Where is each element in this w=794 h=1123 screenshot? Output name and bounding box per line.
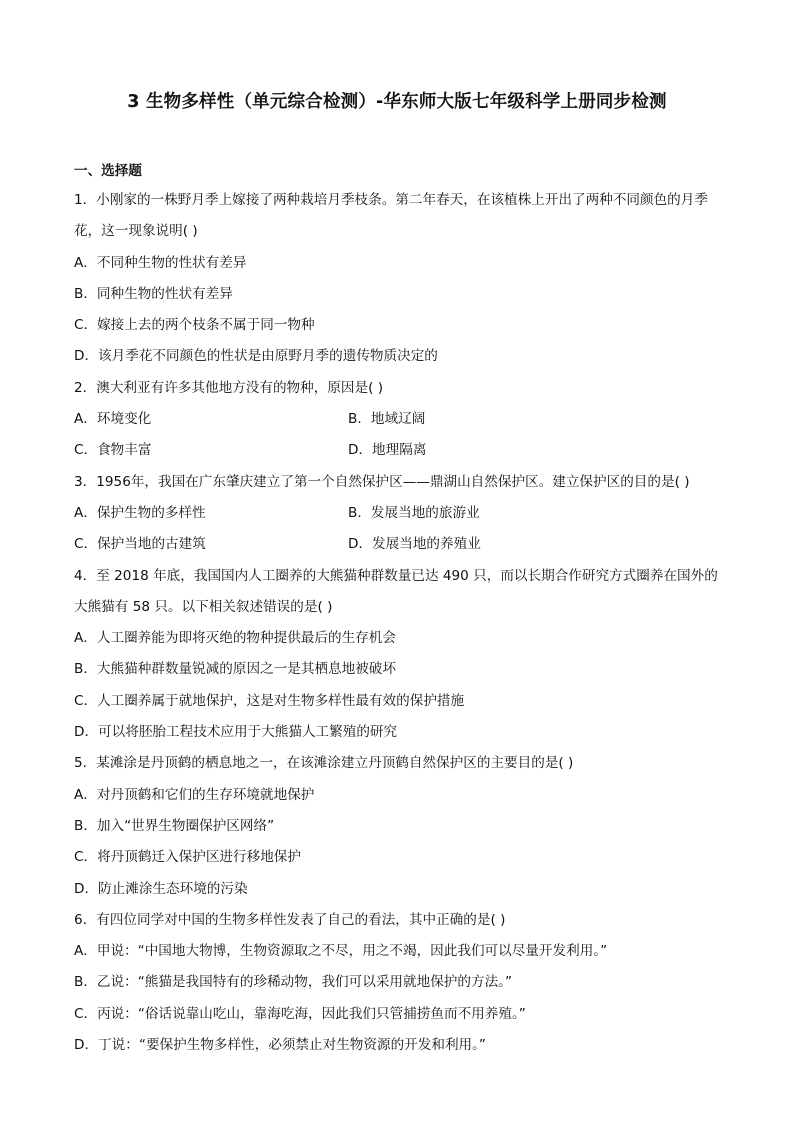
question-stem: 花，这一现象说明( )	[74, 223, 198, 240]
option-row	[74, 498, 724, 529]
question-stem: 3．1956年，我国在广东肇庆建立了第一个自然保护区——鼎湖山自然保护区。建立保护区的目的是( )	[74, 473, 690, 490]
option-c: C．将丹顶鹤迁入保护区进行移地保护	[74, 849, 301, 866]
question-stem: 5．某滩涂是丹顶鹤的栖息地之一，在该滩涂建立丹顶鹤自然保护区的主要目的是( )	[74, 755, 574, 772]
option-c: C．嫁接上去的两个枝条不属于同一物种	[74, 317, 315, 334]
option-c: C．保护当地的古建筑	[74, 536, 206, 553]
option-b: B．同种生物的性状有差异	[74, 285, 233, 302]
option-d: D．防止滩涂生态环境的污染	[74, 880, 248, 897]
option-a: A．不同种生物的性状有差异	[74, 254, 247, 271]
section-heading: 一、选择题	[74, 163, 142, 179]
option-d: D．该月季花不同颜色的性状是由原野月季的遗传物质决定的	[74, 348, 438, 365]
question-stem: 2．澳大利亚有许多其他地方没有的物种，原因是( )	[74, 379, 384, 396]
option-d: D．可以将胚胎工程技术应用于大熊猫人工繁殖的研究	[74, 724, 398, 741]
question-stem: 4．至 2018 年底，我国国内人工圈养的大熊猫种群数量已达 490 只，而以长期合作研究方式圈养在国外的	[74, 567, 718, 584]
option-b: B．地域辽阔	[348, 411, 426, 428]
question-1	[74, 185, 724, 373]
option-a: A．甲说：“中国地大物博，生物资源取之不尽，用之不竭，因此我们可以尽量开发利用。”	[74, 943, 608, 960]
option-row	[74, 529, 724, 560]
question-2	[74, 373, 724, 467]
option-a: A．对丹顶鹤和它们的生存环境就地保护	[74, 786, 315, 803]
option-a: A．环境变化	[74, 411, 152, 428]
option-b: B．加入“世界生物圈保护区网络”	[74, 817, 275, 834]
option-a: A．保护生物的多样性	[74, 504, 206, 521]
option-b: B．大熊猫种群数量锐减的原因之一是其栖息地被破坏	[74, 661, 396, 678]
question-3	[74, 467, 724, 561]
option-c: C．食物丰富	[74, 442, 152, 459]
option-row	[74, 435, 724, 466]
question-6	[74, 905, 724, 1061]
option-row	[74, 404, 724, 435]
option-b: B．发展当地的旅游业	[348, 504, 480, 521]
question-4	[74, 561, 724, 749]
option-c: C．丙说：“俗话说靠山吃山，靠海吃海，因此我们只管捕捞鱼而不用养殖。”	[74, 1005, 526, 1022]
option-d: D．地理隔离	[348, 442, 427, 459]
document-title: 3 生物多样性（单元综合检测）-华东师大版七年级科学上册同步检测	[127, 92, 667, 112]
question-5	[74, 748, 724, 904]
option-d: D．发展当地的养殖业	[348, 536, 481, 553]
question-stem: 1．小刚家的一株野月季上嫁接了两种栽培月季枝条。第二年春天，在该植株上开出了两种不同颜色的月季	[74, 192, 708, 208]
question-stem: 大熊猫有 58 只。以下相关叙述错误的是( )	[74, 598, 333, 615]
option-b: B．乙说：“熊猫是我国特有的珍稀动物，我们可以采用就地保护的方法。”	[74, 974, 513, 991]
option-a: A．人工圈养能为即将灭绝的物种提供最后的生存机会	[74, 630, 396, 647]
option-d: D．丁说：“要保护生物多样性，必须禁止对生物资源的开发和利用。”	[74, 1037, 486, 1054]
question-stem: 6．有四位同学对中国的生物多样性发表了自己的看法，其中正确的是( )	[74, 911, 506, 928]
option-c: C．人工圈养属于就地保护，这是对生物多样性最有效的保护措施	[74, 692, 465, 709]
question-list	[74, 158, 724, 1061]
